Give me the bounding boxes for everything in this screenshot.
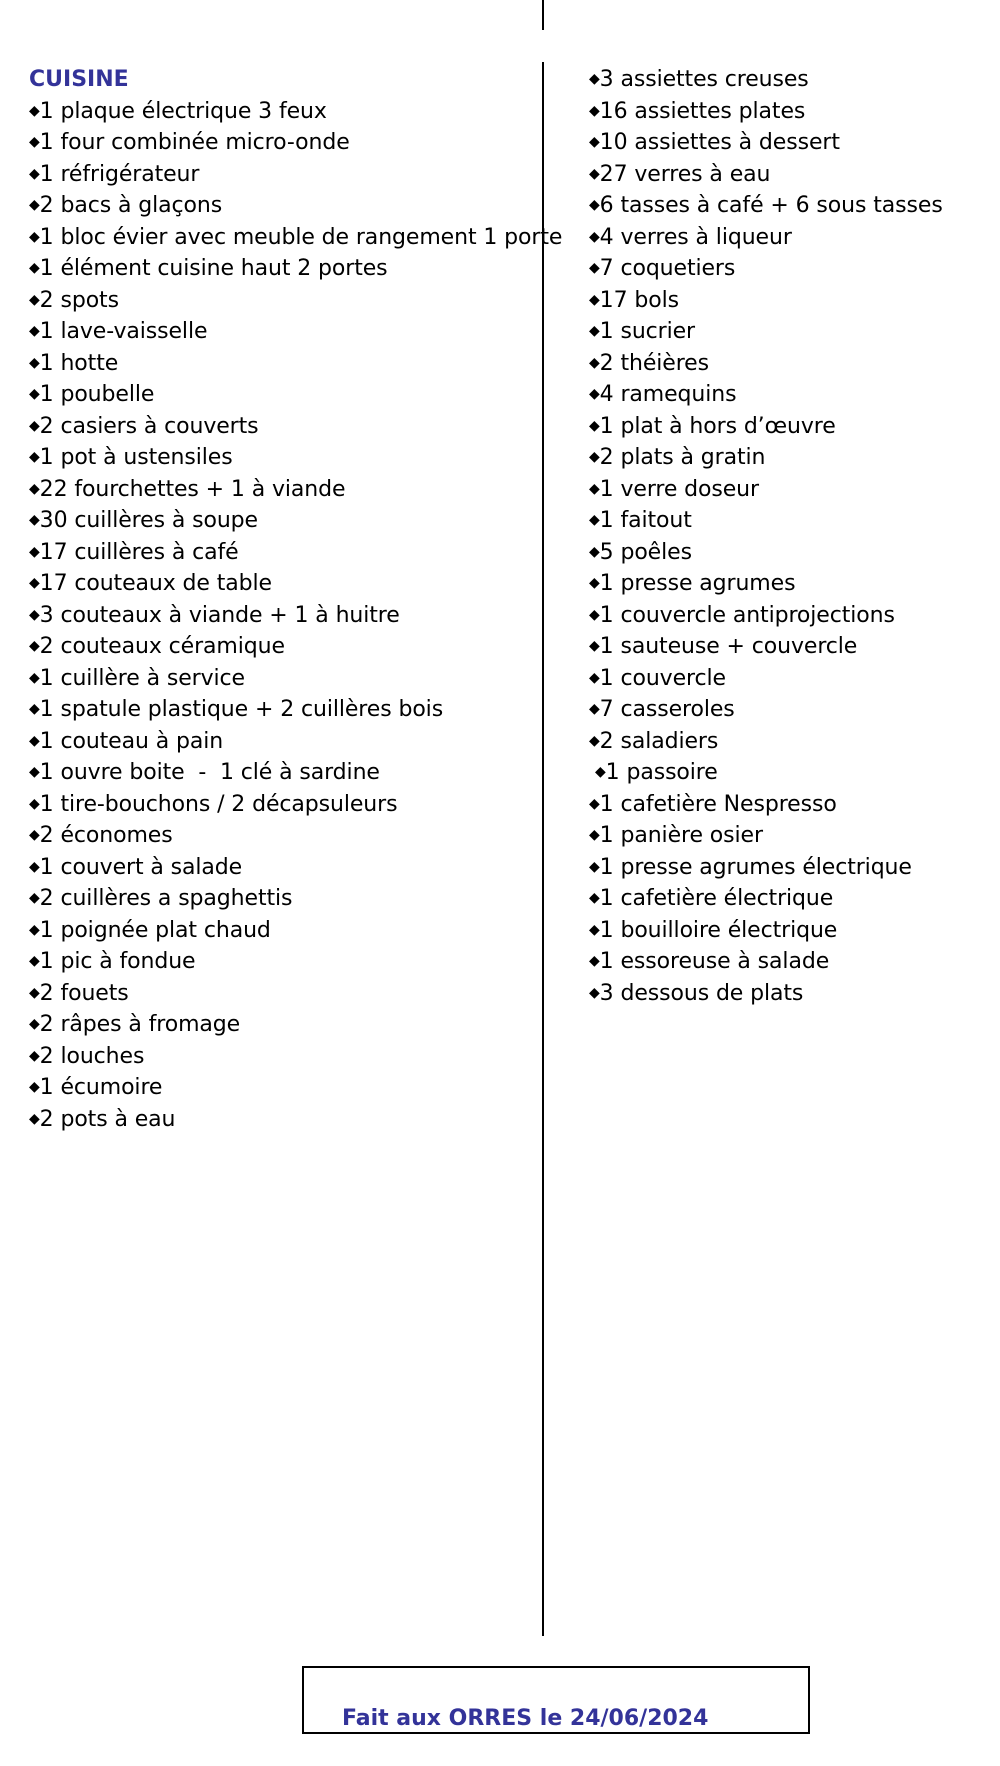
bullet-icon: ◆: [589, 606, 600, 623]
inventory-item-label: 1 poubelle: [39, 382, 155, 407]
inventory-item: [589, 159, 989, 191]
inventory-item: [29, 820, 534, 852]
bullet-icon: ◆: [29, 984, 40, 1001]
inventory-item-label: 2 louches: [39, 1043, 145, 1069]
bullet-icon: ◆: [29, 921, 40, 938]
bullet-icon: ◆: [29, 858, 40, 875]
inventory-item: [29, 978, 534, 1010]
inventory-item: [589, 285, 989, 317]
inventory-item-label: 1 élément cuisine haut 2 portes: [39, 256, 388, 281]
bullet-icon: ◆: [29, 323, 40, 339]
bullet-icon: ◆: [589, 134, 600, 150]
bullet-icon: ◆: [29, 1047, 40, 1064]
bullet-icon: ◆: [589, 71, 600, 87]
bullet-icon: ◆: [589, 449, 600, 465]
inventory-item-label: 1 sauteuse + couvercle: [599, 634, 858, 659]
inventory-item-label: 1 poignée plat chaud: [39, 917, 271, 943]
inventory-item: [29, 379, 534, 411]
footer-box: [302, 1666, 810, 1734]
bullet-icon: ◆: [29, 197, 40, 213]
inventory-item: [589, 568, 989, 600]
bullet-icon: ◆: [589, 543, 600, 560]
inventory-item-label: 10 assiettes à dessert: [599, 130, 840, 155]
inventory-item: [29, 127, 534, 159]
inventory-item-label: 22 fourchettes + 1 à viande: [39, 476, 346, 502]
bullet-icon: ◆: [589, 480, 600, 497]
inventory-item: [29, 663, 534, 695]
bullet-icon: ◆: [589, 260, 600, 276]
bullet-icon: ◆: [29, 764, 40, 780]
bullet-icon: ◆: [29, 449, 40, 465]
inventory-item: [29, 631, 534, 663]
inventory-item-label: 2 pots à eau: [39, 1106, 176, 1132]
inventory-item: [29, 757, 534, 789]
inventory-item: [29, 1072, 534, 1104]
inventory-item-label: 2 bacs à glaçons: [39, 193, 223, 218]
bullet-icon: ◆: [589, 575, 600, 591]
inventory-item-label: 2 saladiers: [599, 728, 719, 754]
bullet-icon: ◆: [29, 102, 40, 119]
bullet-icon: ◆: [589, 827, 600, 843]
inventory-item-label: 1 couteau à pain: [39, 728, 224, 754]
bullet-icon: ◆: [29, 669, 40, 686]
inventory-item-label: 1 tire-bouchons / 2 décapsuleurs: [39, 791, 398, 817]
bullet-icon: ◆: [589, 890, 600, 906]
right-inventory-column: [589, 64, 989, 1009]
bullet-icon: ◆: [589, 102, 600, 119]
inventory-item: [589, 190, 989, 222]
inventory-item: [29, 568, 534, 600]
bullet-icon: ◆: [589, 323, 600, 339]
bullet-icon: ◆: [589, 354, 600, 371]
left-inventory-column: [29, 64, 563, 1135]
inventory-item: [29, 253, 534, 285]
inventory-item-label: 17 cuillères à café: [39, 539, 239, 565]
inventory-item-label: 2 casiers à couverts: [39, 413, 259, 439]
inventory-item: [589, 631, 989, 663]
inventory-item: [29, 1104, 534, 1136]
inventory-item: [589, 600, 989, 632]
inventory-item: [29, 96, 534, 128]
inventory-item-label: 6 tasses à café + 6 sous tasses: [599, 193, 943, 218]
bullet-icon: ◆: [29, 1016, 40, 1032]
bullet-icon: ◆: [29, 890, 40, 906]
inventory-item-label: 1 essoreuse à salade: [599, 949, 830, 974]
bullet-icon: ◆: [29, 165, 40, 182]
inventory-item: [29, 348, 534, 380]
bullet-icon: ◆: [29, 480, 40, 497]
inventory-item-label: 2 théières: [599, 350, 709, 376]
bullet-icon: ◆: [29, 1110, 40, 1127]
column-divider: [542, 62, 544, 1636]
inventory-item-label: 1 cuillère à service: [39, 665, 245, 691]
inventory-item: [29, 222, 563, 254]
inventory-item-label: 2 couteaux céramique: [39, 634, 285, 659]
bullet-icon: ◆: [29, 228, 40, 245]
bullet-icon: ◆: [29, 701, 40, 717]
bullet-icon: ◆: [29, 291, 40, 308]
inventory-item-label: 1 spatule plastique + 2 cuillères bois: [39, 697, 444, 722]
bullet-icon: ◆: [29, 732, 40, 749]
bullet-icon: ◆: [29, 1079, 40, 1095]
bullet-icon: ◆: [589, 165, 600, 182]
footer-text: Fait aux ORRES le 24/06/2024: [342, 1706, 709, 1731]
bullet-icon: ◆: [589, 701, 600, 717]
inventory-item-label: 1 couvert à salade: [39, 854, 243, 880]
inventory-item: [589, 852, 989, 884]
inventory-item: [29, 694, 534, 726]
bullet-icon: ◆: [29, 638, 40, 654]
inventory-item-label: 1 cafetière électrique: [599, 886, 834, 911]
inventory-item: [29, 789, 534, 821]
inventory-item-label: 2 économes: [39, 823, 173, 848]
inventory-item: [589, 726, 989, 758]
bullet-icon: ◆: [29, 827, 40, 843]
inventory-item: [29, 1009, 534, 1041]
inventory-item: [29, 726, 534, 758]
inventory-item: [29, 946, 534, 978]
inventory-item-label: 3 dessous de plats: [599, 980, 804, 1006]
section-title: CUISINE: [29, 67, 129, 92]
bullet-icon: ◆: [589, 984, 600, 1001]
bullet-icon: ◆: [589, 858, 600, 875]
bullet-icon: ◆: [589, 417, 600, 434]
inventory-item-label: 17 bols: [599, 287, 679, 313]
bullet-icon: ◆: [29, 606, 40, 623]
inventory-item-label: 1 sucrier: [599, 319, 696, 344]
inventory-item-label: 1 couvercle: [599, 665, 726, 691]
inventory-item: [589, 222, 989, 254]
bullet-icon: ◆: [589, 228, 600, 245]
inventory-item: [589, 127, 989, 159]
bullet-icon: ◆: [29, 417, 40, 434]
inventory-item-label: 1 pot à ustensiles: [39, 445, 233, 470]
inventory-item-label: 3 assiettes creuses: [599, 67, 809, 92]
bullet-icon: ◆: [29, 543, 40, 560]
bullet-icon: ◆: [589, 197, 600, 213]
bullet-icon: ◆: [589, 795, 600, 812]
bullet-icon: ◆: [29, 953, 40, 969]
inventory-item: [589, 379, 989, 411]
inventory-item: [29, 600, 534, 632]
inventory-item-label: 2 fouets: [39, 980, 129, 1006]
inventory-item: [589, 883, 989, 915]
inventory-item: [589, 537, 989, 569]
inventory-item: [29, 883, 534, 915]
inventory-item-label: 16 assiettes plates: [599, 98, 806, 124]
inventory-item-label: 1 presse agrumes électrique: [599, 854, 912, 880]
inventory-item: [589, 505, 989, 537]
inventory-item-label: 4 verres à liqueur: [599, 224, 792, 250]
inventory-item: [29, 411, 534, 443]
bullet-icon: ◆: [29, 575, 40, 591]
inventory-item-label: 1 cafetière Nespresso: [599, 791, 837, 817]
inventory-item-label: 7 casseroles: [599, 697, 735, 722]
inventory-item: [589, 757, 989, 789]
inventory-item: [589, 96, 989, 128]
inventory-item-label: 1 passoire: [605, 760, 718, 785]
inventory-item: [589, 978, 989, 1010]
inventory-item: [29, 537, 534, 569]
bullet-icon: ◆: [589, 953, 600, 969]
inventory-item: [29, 852, 534, 884]
inventory-item-label: 3 couteaux à viande + 1 à huitre: [39, 602, 400, 628]
inventory-item-label: 2 spots: [39, 287, 119, 313]
inventory-item-label: 1 four combinée micro-onde: [39, 130, 350, 155]
bullet-icon: ◆: [589, 732, 600, 749]
bullet-icon: ◆: [29, 354, 40, 371]
inventory-item: [589, 789, 989, 821]
inventory-item-label: 17 couteaux de table: [39, 571, 272, 596]
inventory-item: [589, 946, 989, 978]
inventory-item: [589, 253, 989, 285]
inventory-item-label: 7 coquetiers: [599, 256, 736, 281]
top-rule: [542, 0, 544, 30]
inventory-item-label: 1 pic à fondue: [39, 949, 196, 974]
inventory-item: [29, 285, 534, 317]
inventory-item: [29, 505, 534, 537]
bullet-icon: ◆: [29, 386, 40, 402]
inventory-item-label: 2 plats à gratin: [599, 445, 766, 470]
inventory-item-label: 4 ramequins: [599, 382, 737, 407]
bullet-icon: ◆: [29, 260, 40, 276]
inventory-item: [589, 442, 989, 474]
inventory-item-label: 2 râpes à fromage: [39, 1012, 241, 1037]
inventory-item: [29, 915, 534, 947]
inventory-item: [589, 64, 989, 96]
bullet-icon: ◆: [589, 386, 600, 402]
bullet-icon: ◆: [595, 764, 606, 780]
inventory-item-label: 1 bloc évier avec meuble de rangement 1 porte: [39, 224, 563, 250]
inventory-item: [589, 316, 989, 348]
inventory-item: [589, 694, 989, 726]
inventory-item-label: 27 verres à eau: [599, 161, 771, 187]
inventory-item: [589, 915, 989, 947]
inventory-item-label: 1 couvercle antiprojections: [599, 602, 895, 628]
inventory-item: [29, 190, 534, 222]
inventory-item-label: 1 réfrigérateur: [39, 161, 200, 187]
inventory-item-label: 1 panière osier: [599, 823, 763, 848]
inventory-item: [589, 663, 989, 695]
inventory-item-label: 1 plat à hors d’œuvre: [599, 413, 836, 439]
inventory-item: [29, 316, 534, 348]
bullet-icon: ◆: [589, 512, 600, 528]
inventory-item: [29, 474, 534, 506]
bullet-icon: ◆: [589, 921, 600, 938]
inventory-item-label: 1 bouilloire électrique: [599, 917, 838, 943]
inventory-item: [589, 411, 989, 443]
inventory-item-label: 1 plaque électrique 3 feux: [39, 98, 327, 124]
inventory-item-label: 1 verre doseur: [599, 476, 759, 502]
inventory-item: [29, 442, 534, 474]
inventory-item: [589, 348, 989, 380]
inventory-item-label: 1 ouvre boite - 1 clé à sardine: [39, 760, 380, 785]
bullet-icon: ◆: [29, 134, 40, 150]
inventory-item-label: 2 cuillères a spaghettis: [39, 886, 293, 911]
inventory-item-label: 1 faitout: [599, 508, 692, 533]
bullet-icon: ◆: [29, 512, 40, 528]
inventory-item-label: 1 hotte: [39, 350, 119, 376]
inventory-item: [589, 820, 989, 852]
inventory-item: [589, 474, 989, 506]
bullet-icon: ◆: [589, 291, 600, 308]
inventory-item-label: 30 cuillères à soupe: [39, 508, 258, 533]
inventory-item: [29, 1041, 534, 1073]
inventory-item-label: 1 écumoire: [39, 1075, 163, 1100]
bullet-icon: ◆: [29, 795, 40, 812]
inventory-item-label: 1 lave-vaisselle: [39, 319, 208, 344]
inventory-item: [29, 159, 534, 191]
bullet-icon: ◆: [589, 638, 600, 654]
bullet-icon: ◆: [589, 669, 600, 686]
inventory-item-label: 1 presse agrumes: [599, 571, 796, 596]
inventory-item-label: 5 poêles: [599, 539, 692, 565]
